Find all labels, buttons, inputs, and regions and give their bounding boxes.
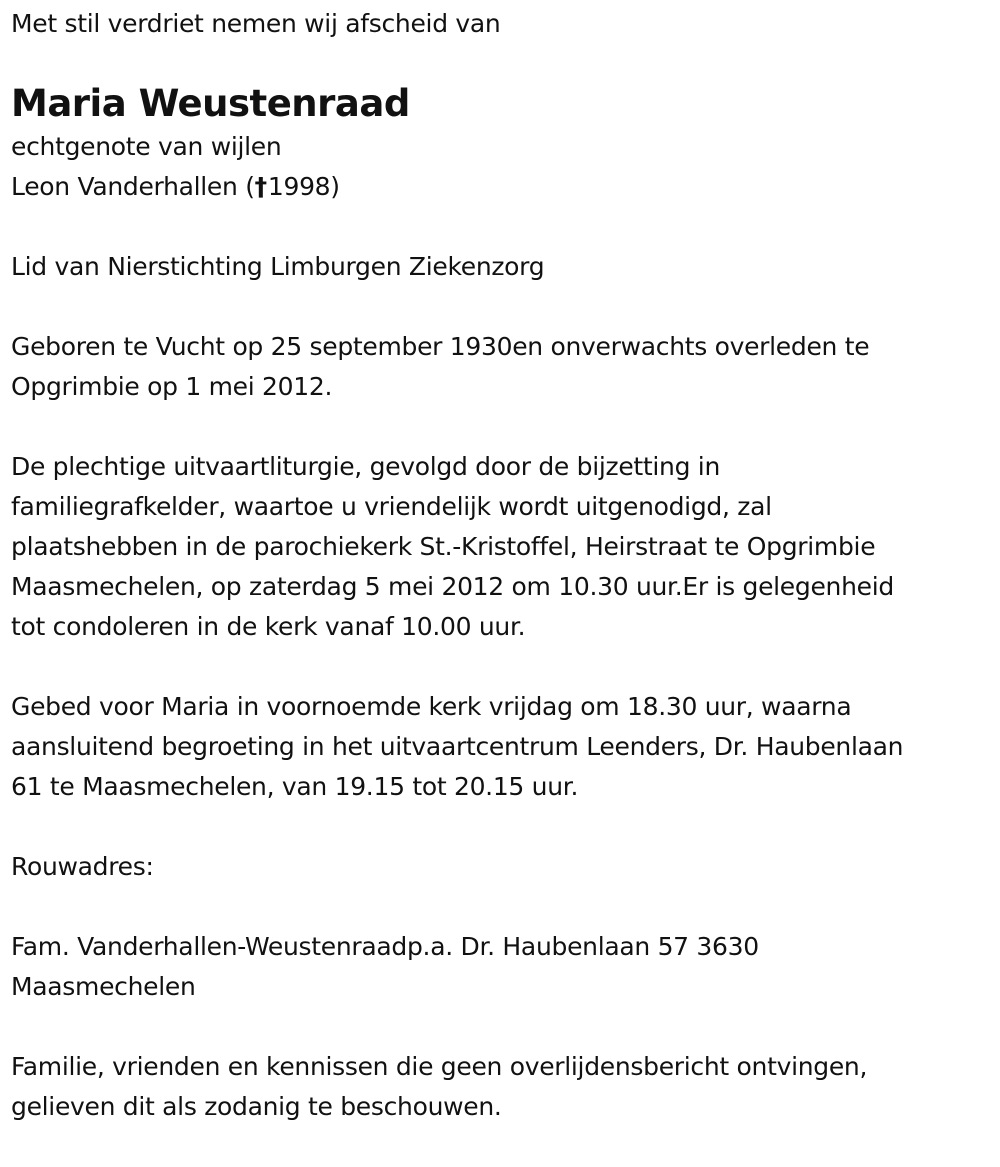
spouse-block	[11, 127, 996, 207]
mourning-label-block	[11, 847, 996, 887]
deceased-name: Maria Weustenraad	[11, 82, 410, 125]
membership-block	[11, 247, 996, 287]
mourning-label: Rouwadres:	[11, 852, 154, 881]
funeral-line: tot condoleren in de kerk vanaf 10.00 uur.	[11, 612, 526, 641]
prayer-line: 61 te Maasmechelen, van 19.15 tot 20.15 uur.	[11, 772, 579, 801]
closing-block	[11, 1047, 996, 1127]
mourning-address-line: Maasmechelen	[11, 972, 196, 1001]
birth-death-line: Opgrimbie op 1 mei 2012.	[11, 372, 333, 401]
birth-death-block	[11, 327, 996, 407]
funeral-line: plaatshebben in de parochiekerk St.-Kristoffel, Heirstraat te Opgrimbie	[11, 532, 876, 561]
cross-icon: †	[254, 172, 267, 201]
closing-line: gelieven dit als zodanig te beschouwen.	[11, 1092, 502, 1121]
funeral-line: De plechtige uitvaartliturgie, gevolgd door de bijzetting in	[11, 452, 721, 481]
intro-text: Met stil verdriet nemen wij afscheid van	[11, 9, 501, 38]
closing-line: Familie, vrienden en kennissen die geen overlijdensbericht ontvingen,	[11, 1052, 868, 1081]
spouse-name: Leon Vanderhallen (	[11, 172, 255, 201]
funeral-line: Maasmechelen, op zaterdag 5 mei 2012 om 10.30 uur.Er is gelegenheid	[11, 572, 894, 601]
obituary-document	[11, 4, 996, 1167]
funeral-block	[11, 447, 996, 647]
prayer-line: aansluitend begroeting in het uitvaartcentrum Leenders, Dr. Haubenlaan	[11, 732, 904, 761]
spouse-death-year: 1998)	[267, 172, 340, 201]
prayer-line: Gebed voor Maria in voornoemde kerk vrijdag om 18.30 uur, waarna	[11, 692, 852, 721]
funeral-line: familiegrafkelder, waartoe u vriendelijk wordt uitgenodigd, zal	[11, 492, 772, 521]
spouse-line-2	[11, 167, 996, 207]
membership-text: Lid van Nierstichting Limburgen Ziekenzorg	[11, 252, 545, 281]
mourning-address-line: Fam. Vanderhallen-Weustenraadp.a. Dr. Haubenlaan 57 3630	[11, 932, 759, 961]
mourning-address-block	[11, 927, 996, 1007]
birth-death-line: Geboren te Vucht op 25 september 1930en onverwachts overleden te	[11, 332, 870, 361]
spouse-line-1: echtgenote van wijlen	[11, 132, 282, 161]
prayer-block	[11, 687, 996, 807]
